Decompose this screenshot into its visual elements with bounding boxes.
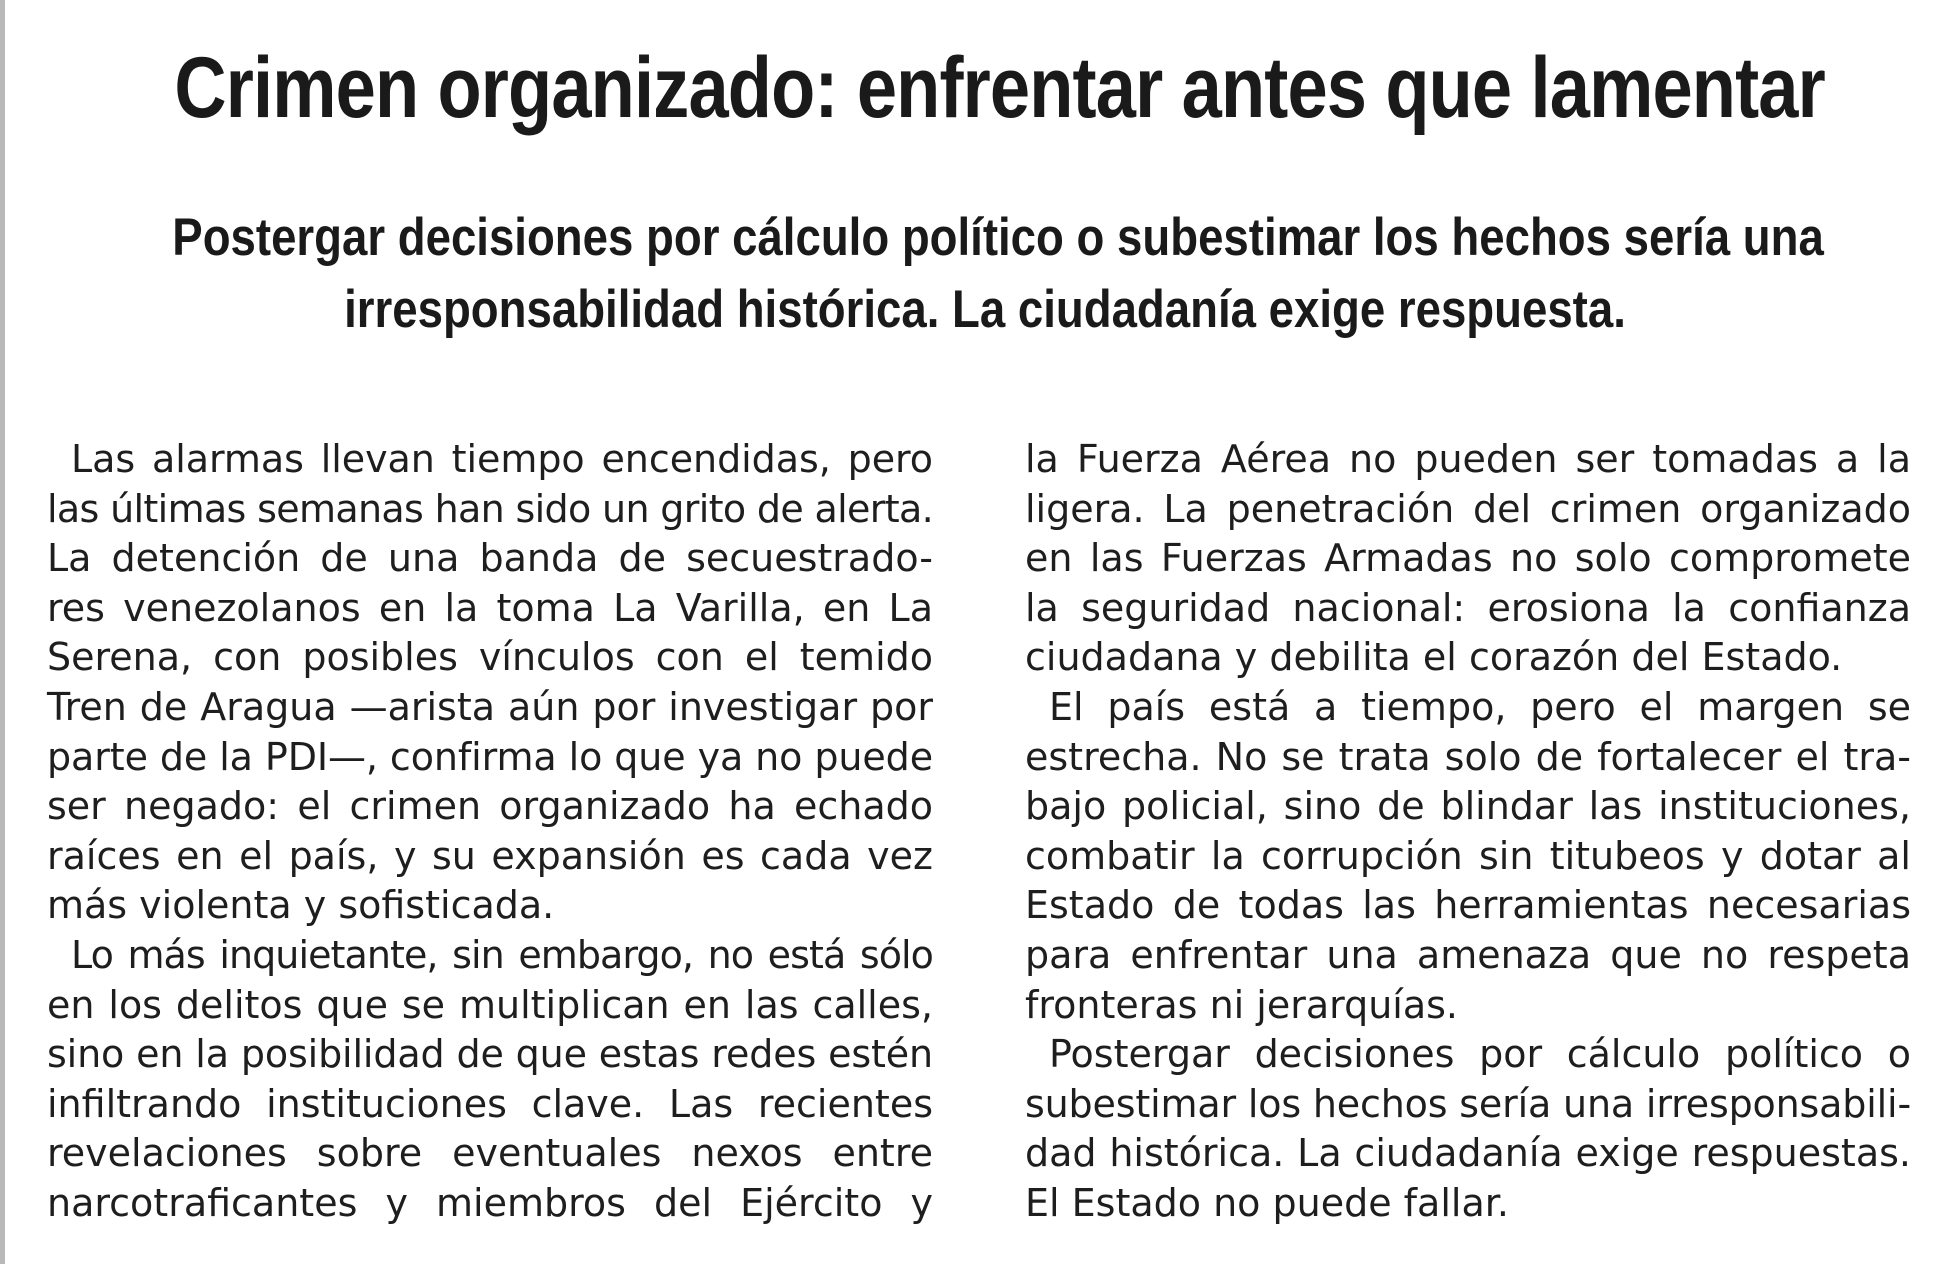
body-line: infiltrando instituciones clave. Las recientes: [47, 1081, 933, 1126]
body-line: Serena, con posibles vínculos con el temido: [47, 635, 933, 680]
body-line: estrecha. No se trata solo de fortalecer el tra-: [1025, 734, 1911, 779]
body-line: revelaciones sobre eventuales nexos entre: [47, 1131, 933, 1176]
deck-line: irresponsabilidad histórica. La ciudadanía exige respuesta.: [344, 280, 1626, 339]
body-line: La detención de una banda de secuestrado-: [47, 536, 933, 581]
body-line: ser negado: el crimen organizado ha echado: [47, 784, 933, 829]
body-line: narcotraficantes y miembros del Ejército y: [47, 1180, 933, 1225]
body-line: bajo policial, sino de blindar las instituciones,: [1025, 784, 1911, 829]
body-line: sino en la posibilidad de que estas redes estén: [47, 1032, 933, 1077]
deck-line: Postergar decisiones por cálculo político o subestimar los hechos sería una: [172, 208, 1824, 267]
deck: [172, 202, 1824, 346]
body-line: subestimar los hechos sería una irresponsabili-: [1025, 1081, 1911, 1126]
page-edge-rule: [0, 0, 5, 1264]
body-line: Tren de Aragua —arista aún por investigar por: [47, 684, 933, 729]
body-line: Postergar decisiones por cálculo político o: [1049, 1032, 1911, 1077]
body-line: El Estado no puede fallar.: [1025, 1180, 1509, 1225]
body-line: en las Fuerzas Armadas no solo compromete: [1025, 536, 1911, 581]
body-column-right: [1025, 435, 1911, 1229]
body-line: Lo más inquietante, sin embargo, no está sólo: [71, 932, 933, 977]
body-line: raíces en el país, y su expansión es cada vez: [47, 833, 933, 878]
body-line: ligera. La penetración del crimen organizado: [1025, 486, 1911, 531]
body-line: en los delitos que se multiplican en las calles,: [47, 982, 933, 1027]
body-line: para enfrentar una amenaza que no respeta: [1025, 932, 1911, 977]
body-line: las últimas semanas han sido un grito de alerta.: [47, 486, 933, 531]
body-line: la Fuerza Aérea no pueden ser tomadas a la: [1025, 437, 1911, 481]
body-line: El país está a tiempo, pero el margen se: [1049, 684, 1911, 729]
body-line: res venezolanos en la toma La Varilla, en La: [47, 585, 933, 630]
headline: Crimen organizado: enfrentar antes que lamentar: [174, 40, 1825, 136]
body-line: más violenta y sofisticada.: [47, 883, 555, 928]
body-line: parte de la PDI—, confirma lo que ya no puede: [47, 734, 933, 779]
body-line: dad histórica. La ciudadanía exige respuestas.: [1025, 1131, 1911, 1176]
body-line: la seguridad nacional: erosiona la confianza: [1025, 585, 1911, 630]
body-line: fronteras ni jerarquías.: [1025, 982, 1459, 1027]
body-line: combatir la corrupción sin titubeos y dotar al: [1025, 833, 1911, 878]
body-line: ciudadana y debilita el corazón del Estado.: [1025, 635, 1843, 680]
body-line: Las alarmas llevan tiempo encendidas, pero: [71, 437, 933, 481]
body-column-left: [47, 435, 933, 1229]
body-line: Estado de todas las herramientas necesarias: [1025, 883, 1911, 928]
